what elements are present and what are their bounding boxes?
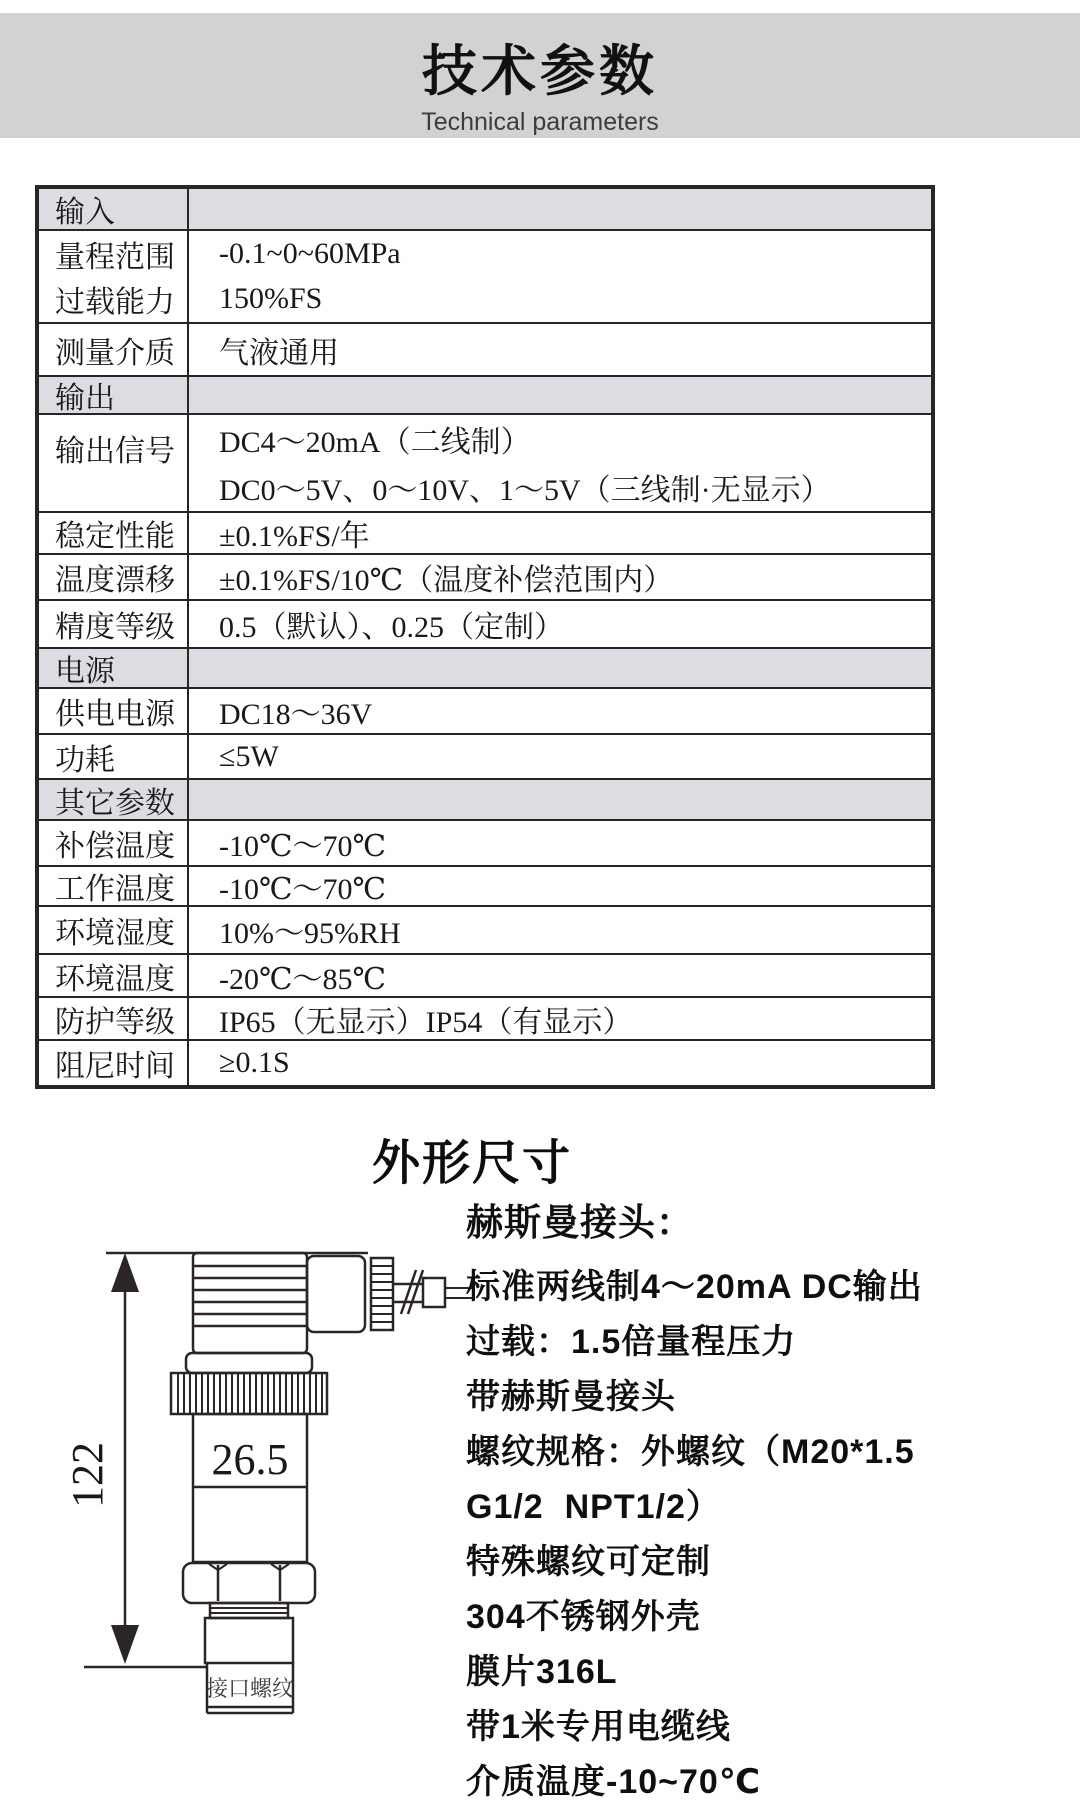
table-cell-text: 阻尼时间 <box>55 1050 175 1083</box>
table-cell-text: 温度漂移 <box>55 564 175 597</box>
table-row-label <box>39 415 189 511</box>
table-cell-text: 供电电源 <box>55 698 175 731</box>
table-row <box>39 819 931 865</box>
table-row-value <box>189 324 931 375</box>
table-cell-text: -0.1~0~60MPa <box>219 236 401 270</box>
connector-notes <box>466 1192 1080 1801</box>
note-line: 膜片316L <box>466 1653 618 1691</box>
table-row-value <box>189 998 931 1039</box>
table-cell-text: 防护等级 <box>55 1005 175 1039</box>
knurl-ribs <box>178 1373 322 1414</box>
hex-nut <box>183 1563 315 1603</box>
table-row <box>39 865 931 905</box>
table-row-label <box>39 735 189 778</box>
table-cell-text: 电源 <box>55 655 115 688</box>
table-row-value <box>189 907 931 953</box>
table-cell-text: DC0～5V、0～10V、1～5V（三线制·无显示） <box>219 474 831 507</box>
table-row-value <box>189 189 931 229</box>
table-section-row <box>39 778 931 819</box>
cable-break-icon <box>401 1270 416 1314</box>
table-cell-text: 过载能力 <box>55 286 175 320</box>
table-cell-text: 功耗 <box>55 743 115 777</box>
table-cell-text: 量程范围 <box>55 240 175 274</box>
note-line: 过载：1.5倍量程压力 <box>466 1323 797 1361</box>
table-cell-text: 环境湿度 <box>55 917 175 950</box>
notes-heading: 赫斯曼接头： <box>466 1202 694 1243</box>
table-row <box>39 733 931 778</box>
table-cell-text: ±0.1%FS/10℃（温度补偿范围内） <box>219 564 674 597</box>
table-row-value <box>189 415 931 511</box>
note-line: G1/2 NPT1/2） <box>466 1488 721 1526</box>
table-cell-text: 0.5（默认）、0.25（定制） <box>219 611 564 644</box>
table-row-label <box>39 998 189 1039</box>
note-line: 介质温度-10~70℃ <box>466 1763 761 1801</box>
table-cell-text: IP65（无显示）IP54（有显示） <box>219 1005 633 1039</box>
table-cell-text: 精度等级 <box>55 611 175 644</box>
connector-collar <box>186 1353 312 1373</box>
pressure-transmitter-drawing <box>60 1240 480 1740</box>
table-cell-text: ≤5W <box>219 739 279 773</box>
table-row <box>39 511 931 553</box>
table-row-label <box>39 689 189 733</box>
note-line: 304不锈钢外壳 <box>466 1598 701 1636</box>
table-row-label <box>39 955 189 996</box>
table-section-row <box>39 189 931 229</box>
table-row <box>39 1039 931 1085</box>
table-row-label <box>39 780 189 819</box>
page-subtitle: Technical parameters <box>421 108 659 136</box>
table-row <box>39 322 931 375</box>
table-row-label <box>39 601 189 647</box>
table-cell-text: 输出 <box>55 382 115 415</box>
table-cell-text: 150%FS <box>219 282 323 316</box>
table-row-value <box>189 649 931 687</box>
table-row-label <box>39 231 189 322</box>
note-line: 带1米专用电缆线 <box>466 1708 731 1746</box>
table-cell-text: -10℃～70℃ <box>219 830 387 863</box>
table-row-value <box>189 735 931 778</box>
table-cell-text: -10℃～70℃ <box>219 873 387 906</box>
table-row <box>39 996 931 1039</box>
table-row-label <box>39 1041 189 1085</box>
dim-arrow-down-icon <box>111 1625 139 1664</box>
table-cell-text: 输入 <box>55 196 115 229</box>
dimension-drawing <box>60 1240 480 1740</box>
table-cell-text: 补偿温度 <box>55 830 175 863</box>
table-cell-text: 其它参数 <box>55 786 175 820</box>
table-row-value <box>189 231 931 322</box>
table-cell-text: 环境温度 <box>55 962 175 996</box>
dim-122-label: 122 <box>63 1442 112 1508</box>
table-row-value <box>189 601 931 647</box>
table-row-value <box>189 821 931 865</box>
table-row-value <box>189 780 931 819</box>
table-row-label <box>39 513 189 553</box>
cable-gland <box>371 1258 393 1330</box>
table-row-value <box>189 689 931 733</box>
spec-table <box>35 185 935 1089</box>
table-row-value <box>189 867 931 905</box>
note-line: 带赫斯曼接头 <box>466 1378 676 1416</box>
table-row-value <box>189 377 931 413</box>
table-section-row <box>39 647 931 687</box>
title-band <box>0 13 1080 138</box>
table-cell-text: 工作温度 <box>55 873 175 906</box>
table-row <box>39 905 931 953</box>
page-title: 技术参数 <box>421 40 658 102</box>
table-cell-text: -20℃～85℃ <box>219 962 387 996</box>
note-line: 标准两线制4～20mA DC输出 <box>466 1268 923 1306</box>
table-cell-text: DC18～36V <box>219 698 373 731</box>
table-row-label <box>39 867 189 905</box>
table-row <box>39 599 931 647</box>
table-row-value <box>189 1041 931 1085</box>
table-row-label <box>39 189 189 229</box>
notes-lines <box>466 1260 1080 1801</box>
table-cell-text: 10%～95%RH <box>219 917 401 950</box>
table-row <box>39 953 931 996</box>
outline-title: 外形尺寸 <box>371 1137 572 1190</box>
table-row-label <box>39 555 189 599</box>
table-row <box>39 553 931 599</box>
table-row <box>39 413 931 511</box>
note-line: 螺纹规格：外螺纹（M20*1.5 <box>466 1433 915 1471</box>
table-row-value <box>189 955 931 996</box>
table-section-row <box>39 375 931 413</box>
table-row-value <box>189 513 931 553</box>
note-line: 特殊螺纹可定制 <box>466 1543 711 1581</box>
cable-end <box>423 1278 445 1307</box>
table-row-value <box>189 555 931 599</box>
table-row <box>39 229 931 322</box>
thread-stub <box>205 1618 293 1663</box>
connector-right-block <box>307 1256 365 1332</box>
washer-collar <box>210 1603 288 1618</box>
table-cell-text: DC4～20mA（二线制） <box>219 426 531 459</box>
table-cell-text: 稳定性能 <box>55 520 175 553</box>
dim-26-5-label: 26.5 <box>211 1435 289 1484</box>
table-cell-text: ≥0.1S <box>219 1046 290 1079</box>
thread-label: 接口螺纹 <box>205 1676 295 1701</box>
table-row-label <box>39 907 189 953</box>
table-cell-text: ±0.1%FS/年 <box>219 520 370 553</box>
table-row-label <box>39 377 189 413</box>
table-row-label <box>39 649 189 687</box>
table-row <box>39 687 931 733</box>
table-cell-text: 输出信号 <box>55 435 175 468</box>
table-row-label <box>39 821 189 865</box>
dim-arrow-up-icon <box>111 1253 139 1292</box>
table-cell-text: 测量介质 <box>55 336 175 370</box>
table-cell-text: 气液通用 <box>219 336 339 370</box>
table-row-label <box>39 324 189 375</box>
